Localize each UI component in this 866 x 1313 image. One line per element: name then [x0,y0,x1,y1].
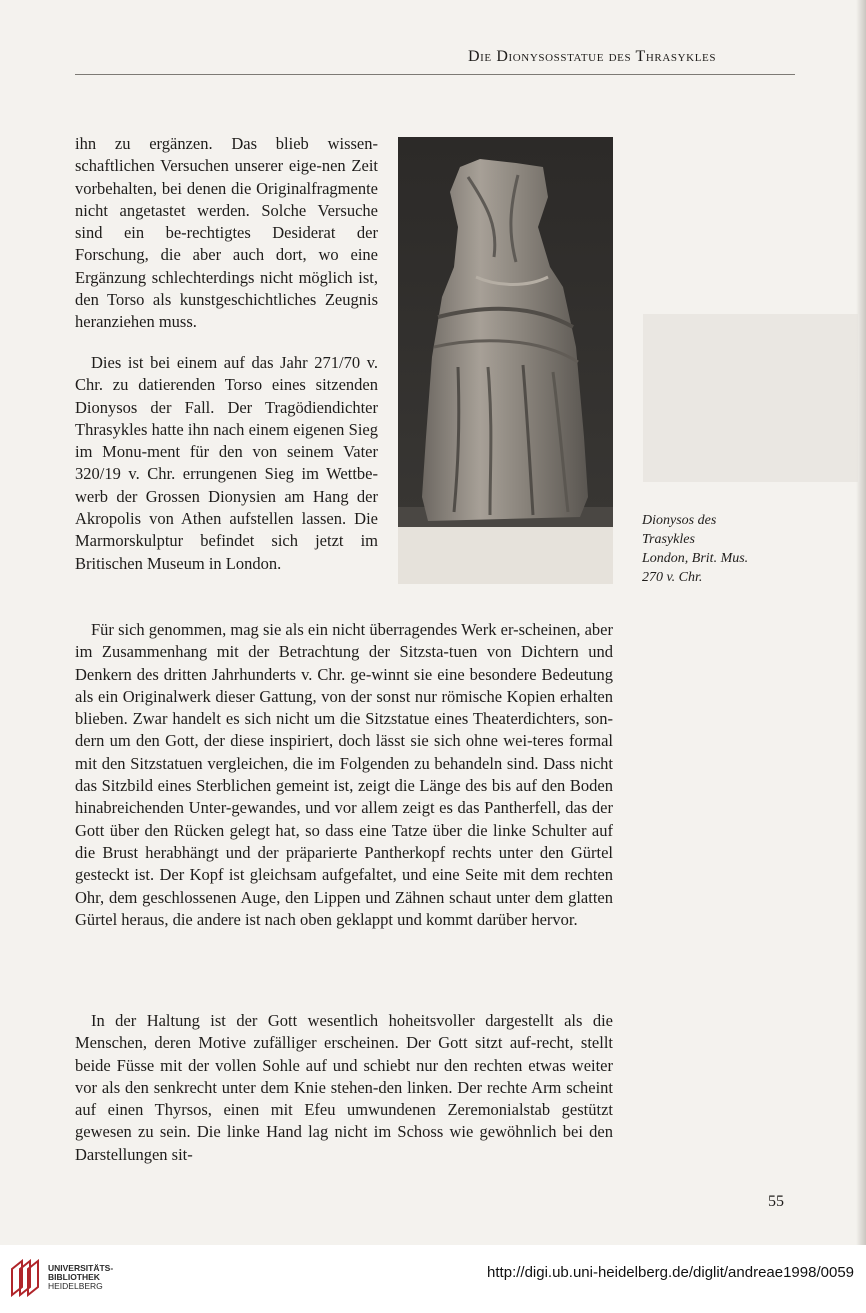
caption-line-4: 270 v. Chr. [642,570,703,585]
statue-photograph [398,137,613,584]
library-name-line-2: BIBLIOTHEK [48,1272,100,1282]
running-header: Die Dionysosstatue des Thrasykles [468,48,717,65]
library-name [48,1264,113,1291]
dionysos-torso-image [398,137,613,584]
library-name-line-1: UNIVERSITÄTS- [48,1263,114,1273]
paragraph-3: Für sich genommen, mag sie als ein nicht überragendes Werk er-scheinen, aber im Zusammenhang mit der Betrachtung der Sitzsta-tuen von Dichtern und Denkern des dritten Jahrhunderts v. Chr. ge-winnt sie eine besondere Bedeutung als ein Originalwerk dieser Gattung, von der sonst nur römische Kopien erhalten blieben. Zwar handelt es sich nicht um die Sitzstatue eines Theaterdichters, son-dern um den Gott, der diese inspiriert, doch lässt sie sich ohne wei-teres formal mit den Sitzstatuen vergleichen, die im Folgenden zu behandeln sind. Dass nicht das Sitzbild eines Sterblichen gemeint ist, zeigt die Länge des bis auf den Boden hinabreichenden Unter-gewandes, und vor allem zeigt es das Pantherfell, das der Gott über den Rücken gelegt hat, so dass eine Tatze über die linke Schulter auf die Brust herabhängt und der präparierte Pantherkopf rechts unter den Gürtel gesteckt ist. Der Kopf ist gleichsam aufgefaltet, und eine Seite mit dem rechten Ohr, dem geschlossenen Auge, den Lippen und Zähnen schaut unter dem glatten Gürtel heraus, die andere ist nach oben geklappt und kommt darüber hervor. [75,620,613,929]
figure-caption [642,511,802,587]
library-name-line-3: HEIDELBERG [48,1281,103,1291]
header-rule [75,74,795,75]
university-library-logo-icon [10,1259,42,1297]
page-number: 55 [768,1193,784,1210]
paragraph-4: In der Haltung ist der Gott wesentlich hoheitsvoller dargestellt als die Menschen, deren Motive zufälliger erscheinen. Der Gott sitzt auf-recht, stellt beide Füsse mit der vollen Sohle auf und schiebt nur den rechten etwas weiter vor als den senkrecht unter dem Knie stehen-den linken. Der rechte Arm scheint auf einen Thyrsos, einen mit Efeu umwundenen Zeremonialstab gestützt gewesen zu sein. Die linke Hand lag nicht im Schoss wie gewöhnlich bei den Darstellungen sit- [75,1011,613,1164]
paragraph-1: ihn zu ergänzen. Das blieb wissen-schaftlichen Versuchen unserer eige-nen Zeit vorbehalten, bei denen die Originalfragmente nicht angetastet werden. Solche Versuche sind ein be-rechtigtes Desiderat der Forschung, die aber auch dort, wo eine Ergänzung schlechterdings nicht möglich ist, den Torso als kunstgeschichtliches Zeugnis heranziehen muss. [75,134,378,332]
margin-bleed-through [643,314,858,482]
caption-line-3: London, Brit. Mus. [642,551,749,566]
paragraph-2: Dies ist bei einem auf das Jahr 271/70 v. Chr. zu datierenden Torso eines sitzenden Dionysos der Fall. Der Tragödiendichter Thrasykles hatte ihn nach einem eigenen Sieg im Monu-ment für den von seinem Vater 320/19 v. Chr. errungenen Sieg im Wettbe-werb der Grossen Dionysien am Hang der Akropolis von Athen aufstellen lassen. Die Marmorskulptur befindet sich jetzt im Britischen Museum in London. [75,353,378,573]
caption-line-1: Dionysos des [642,513,717,528]
viewer-footer [0,1245,866,1313]
permalink-url[interactable]: http://digi.ub.uni-heidelberg.de/diglit/andreae1998/0059 [487,1264,854,1281]
caption-line-2: Trasykles [642,532,695,547]
page-edge-shadow [856,0,866,1245]
